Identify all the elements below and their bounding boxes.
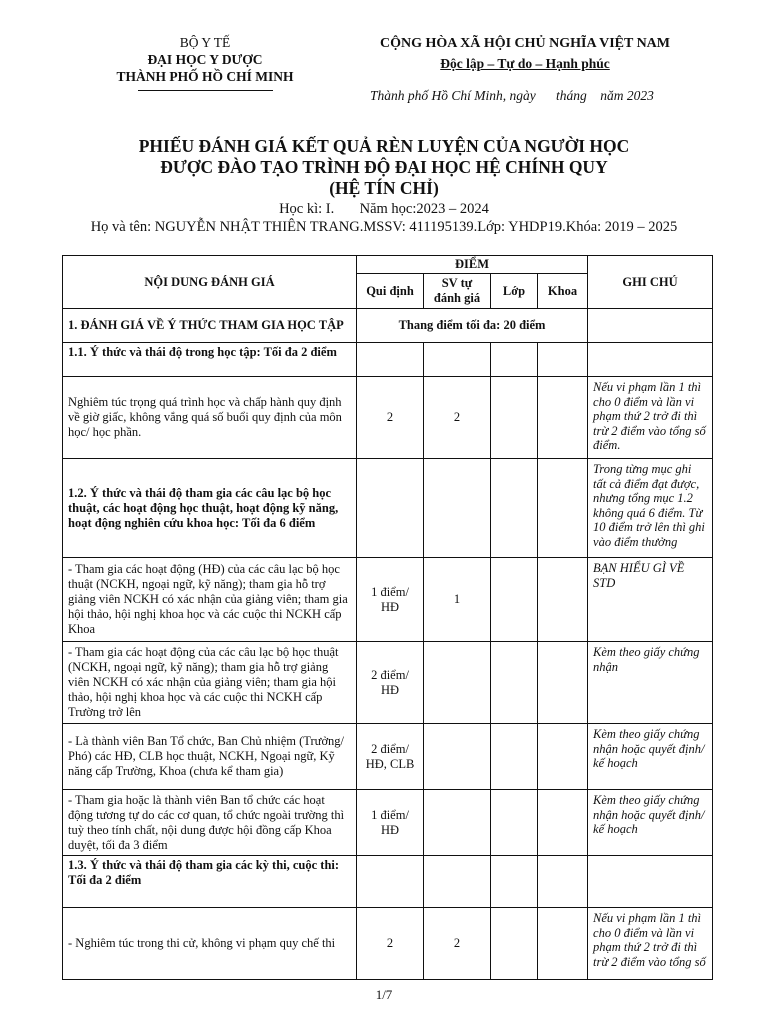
table-row (63, 343, 713, 377)
criterion-text: - Tham gia hoặc là thành viên Ban tổ chức các hoạt động tương tự do các cơ quan, tổ chức ngoài trường thì tuỳ theo tính chất, nội dung được hội đồng cấp Khoa duyệt, tối đa 3 điểm (63, 790, 357, 856)
class-score (491, 459, 538, 558)
issuer-underline (138, 90, 273, 91)
table-row (63, 558, 713, 642)
self-score (424, 790, 491, 856)
section-note (588, 309, 713, 343)
university-name-line1: ĐẠI HỌC Y DƯỢC (147, 52, 263, 67)
self-score (424, 343, 491, 377)
regulated-score (357, 856, 424, 908)
class-score (491, 724, 538, 790)
note-text: Nếu vi phạm lần 1 thì cho 0 điểm và lần vi phạm thứ 2 trở đi thì trừ 2 điểm vào tổng số (588, 908, 713, 980)
criterion-text: - Là thành viên Ban Tổ chức, Ban Chủ nhiệm (Trưởng/ Phó) các HĐ, CLB học thuật, NCKH, Ngoại ngữ, Kỹ năng cấp Trường, Khoa (chưa kể tham gia) (63, 724, 357, 790)
header-class: Lớp (491, 274, 538, 309)
document-title-line3: (HỆ TÍN CHỈ) (329, 178, 439, 198)
class-score (491, 856, 538, 908)
self-score (424, 459, 491, 558)
note-text: Trong từng mục ghi tất cả điểm đạt được, nhưng tổng mục 1.2 không quá 6 điểm. Từ 10 điểm trở lên thì ghi vào điểm thưởng (588, 459, 713, 558)
student-info: Họ và tên: NGUYỄN NHẬT THIÊN TRANG.MSSV: 411195139.Lớp: YHDP19.Khóa: 2019 – 2025 (90, 219, 678, 235)
regulated-score (357, 343, 424, 377)
self-score: 2 (424, 908, 491, 980)
faculty-score (538, 642, 588, 724)
national-motto: Độc lập – Tự do – Hạnh phúc (440, 56, 610, 71)
note-text (588, 343, 713, 377)
class-score (491, 790, 538, 856)
faculty-score (538, 558, 588, 642)
document-title-line1: PHIẾU ĐÁNH GIÁ KẾT QUẢ RÈN LUYỆN CỦA NGƯỜI HỌC (138, 136, 630, 156)
class-score (491, 377, 538, 459)
note-text: Kèm theo giấy chứng nhận (588, 642, 713, 724)
page-number: 1/7 (375, 987, 393, 1002)
faculty-score (538, 377, 588, 459)
header-score: ĐIỂM (357, 256, 588, 274)
table-row (63, 459, 713, 558)
regulated-score: 2 (357, 908, 424, 980)
regulated-score: 2 điểm/ HĐ, CLB (357, 724, 424, 790)
table-row (63, 856, 713, 908)
criterion-text: Nghiêm túc trọng quá trình học và chấp hành quy định về giờ giấc, không vắng quá số buổi quy định của môn học/ học phần. (63, 377, 357, 459)
criterion-text: - Nghiêm túc trong thi cử, không vi phạm quy chế thi (63, 908, 357, 980)
faculty-score (538, 790, 588, 856)
criterion-text: - Tham gia các hoạt động (HĐ) của các câu lạc bộ học thuật (NCKH, ngoại ngữ, kỹ năng); tham gia hỗ trợ giảng viên NCKH có xác nhận của giảng viên; tham gia hội thảo, hội nghị khoa học và các cuộc thi NCKH cấp Khoa (63, 558, 357, 642)
header-note: GHI CHÚ (588, 256, 713, 309)
faculty-score (538, 459, 588, 558)
regulated-score (357, 459, 424, 558)
header-regulated: Qui định (357, 274, 424, 309)
self-score (424, 724, 491, 790)
regulated-score: 1 điểm/ HĐ (357, 790, 424, 856)
table-row (63, 642, 713, 724)
section-row (63, 309, 713, 343)
note-text: Kèm theo giấy chứng nhận hoặc quyết định/ kế hoạch (588, 790, 713, 856)
table-row (63, 908, 713, 980)
self-score (424, 856, 491, 908)
semester-info: Học kì: I. Năm học:2023 – 2024 (279, 201, 489, 217)
evaluation-table (62, 255, 713, 980)
criterion-text: - Tham gia các hoạt động của các câu lạc bộ học thuật (NCKH, ngoại ngữ, kỹ năng); tham gia hỗ trợ giảng viên NCKH có xác nhận của giảng viên; tham gia hội thảo, hội nghị khoa học và các cuộc thi NCKH cấp Trường trở lên (63, 642, 357, 724)
faculty-score (538, 343, 588, 377)
criterion-text: 1.2. Ý thức và thái độ tham gia các câu lạc bộ học thuật, các hoạt động học thuật, hoạt động kỹ năng, hoạt động nghiên cứu khoa học: Tối đa 6 điểm (63, 459, 357, 558)
table-row (63, 790, 713, 856)
section-max-score: Thang điểm tối đa: 20 điểm (357, 309, 588, 343)
issuer-block (95, 34, 315, 91)
note-text: BẠN HIỂU GÌ VỀ STD (588, 558, 713, 642)
table-row (63, 724, 713, 790)
ministry-name: BỘ Y TẾ (179, 35, 231, 50)
class-score (491, 558, 538, 642)
self-score: 1 (424, 558, 491, 642)
regulated-score: 2 điểm/ HĐ (357, 642, 424, 724)
faculty-score (538, 724, 588, 790)
table-header-row-1 (63, 256, 713, 274)
class-score (491, 642, 538, 724)
note-text: Kèm theo giấy chứng nhận hoặc quyết định/ kế hoạch (588, 724, 713, 790)
header-self-assessed: SV tự đánh giá (424, 274, 491, 309)
note-text: Nếu vi phạm lần 1 thì cho 0 điểm và lần vi phạm thứ 2 trở đi thì trừ 2 điểm vào tổng số điểm. (588, 377, 713, 459)
document-title-line2: ĐƯỢC ĐÀO TẠO TRÌNH ĐỘ ĐẠI HỌC HỆ CHÍNH QUY (160, 157, 608, 177)
criterion-text: 1.1. Ý thức và thái độ trong học tập: Tối đa 2 điểm (63, 343, 357, 377)
self-score (424, 642, 491, 724)
criterion-text: 1.3. Ý thức và thái độ tham gia các kỳ thi, cuộc thi: Tối đa 2 điểm (63, 856, 357, 908)
faculty-score (538, 908, 588, 980)
self-score: 2 (424, 377, 491, 459)
regulated-score: 2 (357, 377, 424, 459)
section-title: 1. ĐÁNH GIÁ VỀ Ý THỨC THAM GIA HỌC TẬP (63, 309, 357, 343)
national-header (340, 34, 710, 74)
header-faculty: Khoa (538, 274, 588, 309)
header-content: NỘI DUNG ĐÁNH GIÁ (63, 256, 357, 309)
class-score (491, 343, 538, 377)
university-name-line2: THÀNH PHỐ HỒ CHÍ MINH (116, 69, 294, 84)
faculty-score (538, 856, 588, 908)
regulated-score: 1 điểm/ HĐ (357, 558, 424, 642)
place-date: Thành phố Hồ Chí Minh, ngày tháng năm 2023 (370, 88, 654, 103)
table-row (63, 377, 713, 459)
republic-name: CỘNG HÒA XÃ HỘI CHỦ NGHĨA VIỆT NAM (379, 36, 670, 51)
note-text (588, 856, 713, 908)
class-score (491, 908, 538, 980)
